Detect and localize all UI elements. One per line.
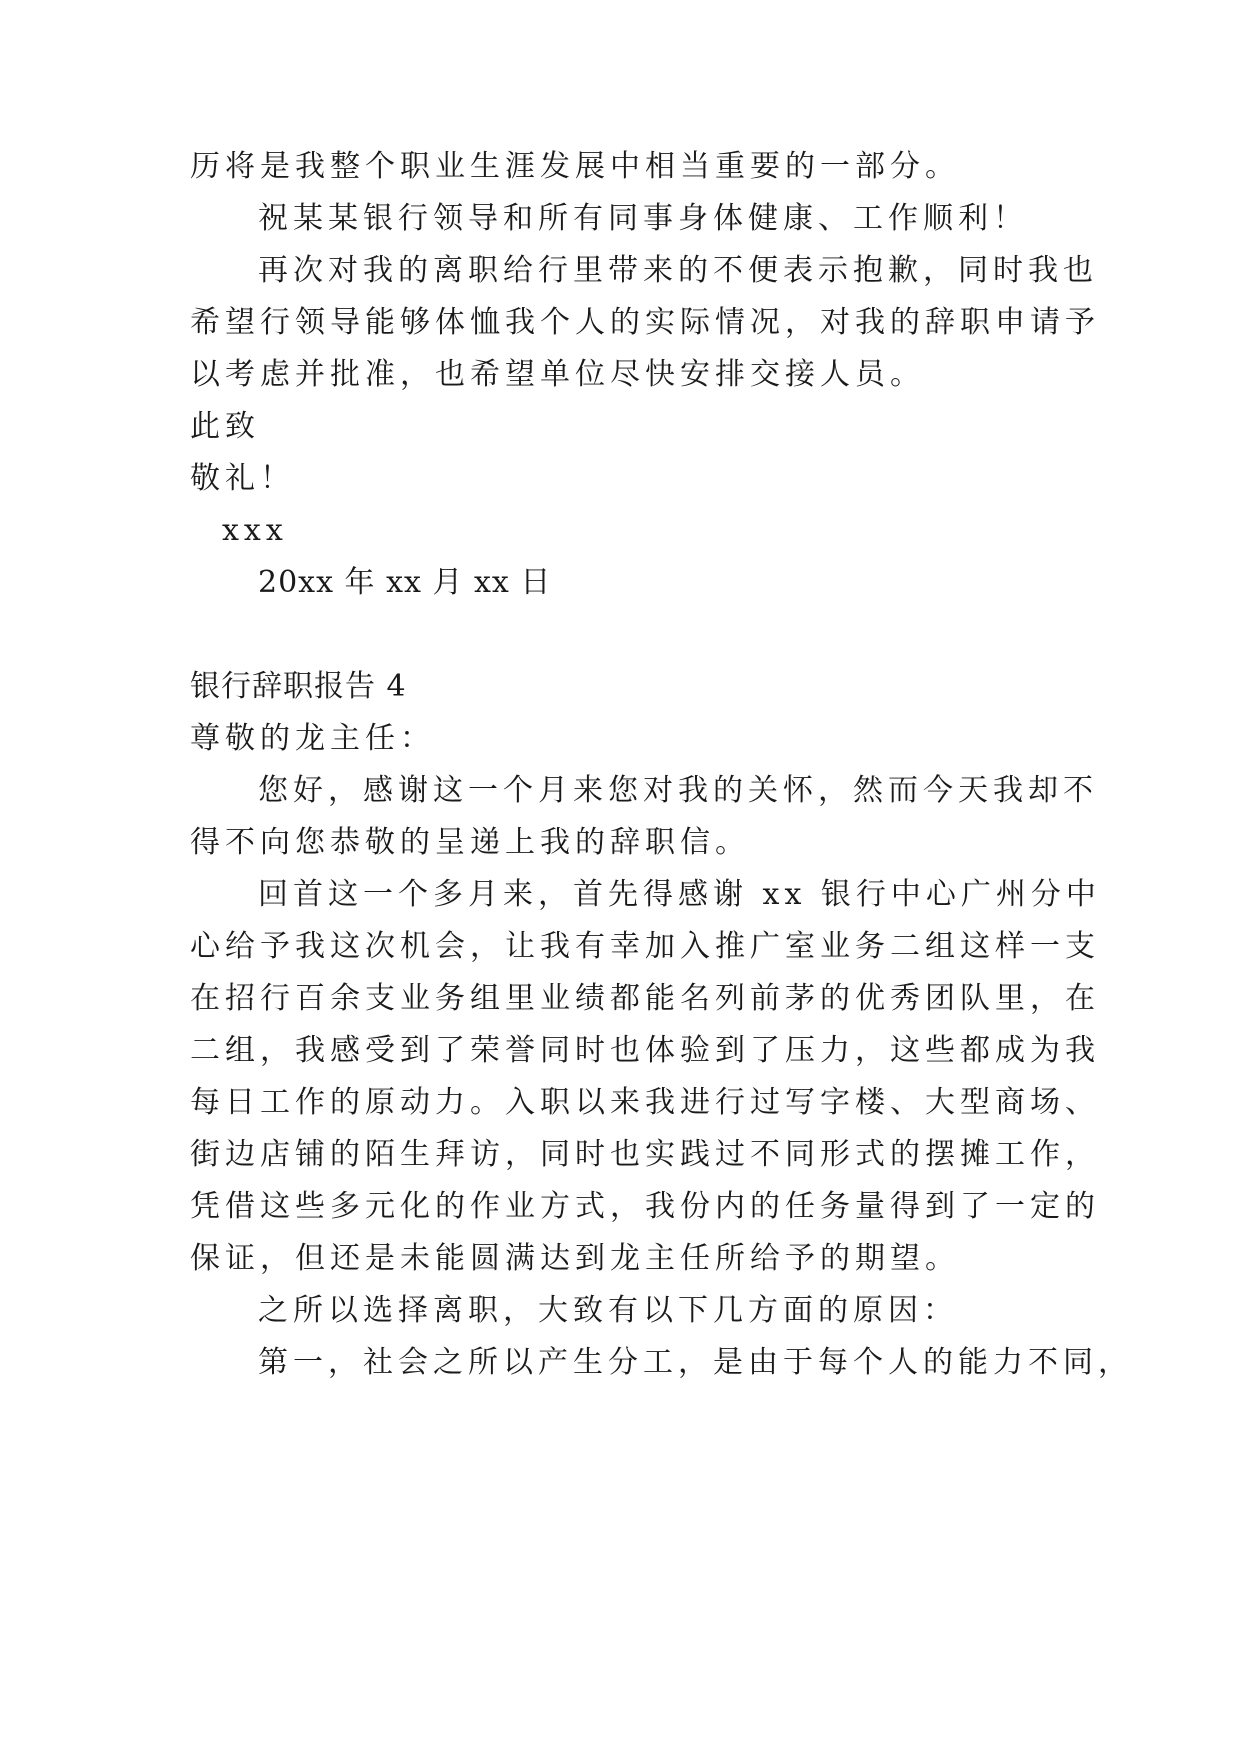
paragraph-line: 再次对我的离职给行里带来的不便表示抱歉，同时我也 <box>258 253 1098 288</box>
paragraph-line: 历将是我整个职业生涯发展中相当重要的一部分。 <box>190 149 960 184</box>
paragraph-line: 二组，我感受到了荣誉同时也体验到了压力，这些都成为我 <box>190 1033 1100 1068</box>
closing-salute: 敬礼！ <box>190 461 295 496</box>
paragraph-line: 街边店铺的陌生拜访，同时也实践过不同形式的摆摊工作， <box>190 1137 1100 1172</box>
paragraph-line: 祝某某银行领导和所有同事身体健康、工作顺利！ <box>258 201 1028 236</box>
paragraph-line: 保证，但还是未能圆满达到龙主任所给予的期望。 <box>190 1241 960 1276</box>
paragraph-line: 每日工作的原动力。入职以来我进行过写字楼、大型商场、 <box>190 1085 1100 1120</box>
signature: xxx <box>222 513 288 548</box>
date-line: 20xx 年 xx 月 xx 日 <box>258 565 552 600</box>
paragraph-line: 第一，社会之所以产生分工，是由于每个人的能力不同， <box>258 1345 1133 1380</box>
paragraph-line: 心给予我这次机会，让我有幸加入推广室业务二组这样一支 <box>190 929 1100 964</box>
paragraph-line: 以考虑并批准，也希望单位尽快安排交接人员。 <box>190 357 925 392</box>
paragraph-line: 凭借这些多元化的作业方式，我份内的任务量得到了一定的 <box>190 1189 1100 1224</box>
paragraph-line: 您好，感谢这一个月来您对我的关怀，然而今天我却不 <box>258 773 1098 808</box>
paragraph-line: 希望行领导能够体恤我个人的实际情况，对我的辞职申请予 <box>190 305 1100 340</box>
salutation: 尊敬的龙主任： <box>190 721 435 756</box>
paragraph-line: 得不向您恭敬的呈递上我的辞职信。 <box>190 825 750 860</box>
section-title: 银行辞职报告 4 <box>190 669 407 704</box>
paragraph-line: 在招行百余支业务组里业绩都能名列前茅的优秀团队里，在 <box>190 981 1100 1016</box>
closing-greeting: 此致 <box>190 409 260 444</box>
paragraph-line: 回首这一个多月来，首先得感谢 xx 银行中心广州分中 <box>258 877 1101 912</box>
paragraph-line: 之所以选择离职，大致有以下几方面的原因： <box>258 1293 958 1328</box>
